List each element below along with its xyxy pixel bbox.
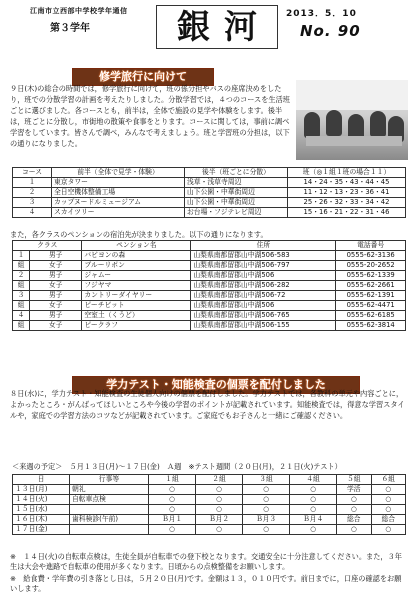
table-cell: ピーチビット <box>82 301 191 311</box>
table-row <box>13 525 406 535</box>
column-header: コース <box>13 168 52 178</box>
table-cell: 山梨県南都留郡山中湖506-72 <box>191 291 336 301</box>
table-cell: ○ <box>149 485 196 495</box>
table-cell: １６日(木) <box>13 515 70 525</box>
table-cell: ○ <box>149 525 196 535</box>
table-cell: ○ <box>196 495 243 505</box>
table-row <box>13 495 406 505</box>
table-cell: カップヌードルミュージアム <box>52 198 185 208</box>
table-cell: ○ <box>371 505 406 515</box>
table-cell: ○ <box>196 525 243 535</box>
section-heading-trip: 修学旅行に向けて <box>72 68 214 86</box>
table-row <box>13 261 406 271</box>
column-header: 前半（全体で見学・体験） <box>52 168 185 178</box>
column-header: ３組 <box>243 475 290 485</box>
table-cell: ３ <box>13 291 30 301</box>
table-cell: ○ <box>290 495 337 505</box>
pension-table <box>12 240 406 331</box>
table-cell: ○ <box>337 505 371 515</box>
table-cell: お台場・フジテレビ周辺 <box>185 208 288 218</box>
column-header: １組 <box>149 475 196 485</box>
course-table <box>12 167 406 218</box>
table-cell: ○ <box>371 495 406 505</box>
table-row <box>13 271 406 281</box>
table-cell: 組 <box>13 321 30 331</box>
table-cell: 組 <box>13 281 30 291</box>
table-cell: ○ <box>243 495 290 505</box>
table-cell: 東京タワー <box>52 178 185 188</box>
table-cell: ○ <box>243 525 290 535</box>
table-cell: 山梨県南都留郡山中湖506 <box>191 301 336 311</box>
section-heading-test: 学力テスト・知能検査の個票を配付しました <box>72 376 360 394</box>
column-header: ４組 <box>290 475 337 485</box>
table-cell: 0555-62-2661 <box>336 281 406 291</box>
table-cell <box>70 525 149 535</box>
table-cell: 空室土（くうど） <box>82 311 191 321</box>
schedule-table <box>12 474 406 535</box>
table-row <box>13 188 406 198</box>
table-header-row <box>13 475 406 485</box>
payment-note: ※ 給食費・学年費の引き落とし日は，５月２０日(月)です。金額は１３，０１０円です。前日までに，口座の確認をお願いします。 <box>10 574 402 593</box>
table-row <box>13 485 406 495</box>
pension-intro: また，各クラスのペンションの宿泊先が決まりました。以下の通りになります。 <box>10 230 268 239</box>
table-row <box>13 321 406 331</box>
table-cell: 男子 <box>30 251 82 261</box>
column-header: 班（◎１組１班の場合１１） <box>288 168 406 178</box>
table-cell: 0555-62-1391 <box>336 291 406 301</box>
table-cell: 山梨県南都留郡山中湖506-282 <box>191 281 336 291</box>
table-cell: １ <box>13 178 52 188</box>
table-cell: 0555-62-3814 <box>336 321 406 331</box>
table-row <box>13 291 406 301</box>
table-cell: 自転車点検 <box>70 495 149 505</box>
school-name: 江南市立西部中学校学年通信 <box>30 7 128 15</box>
table-cell: 0555-62-6185 <box>336 311 406 321</box>
table-cell: ○ <box>196 485 243 495</box>
table-cell: フジヤマ <box>82 281 191 291</box>
table-cell: Ｂ月４ <box>290 515 337 525</box>
table-cell: 15・16・21・22・31・46 <box>288 208 406 218</box>
column-header: 日 <box>13 475 70 485</box>
table-cell: ○ <box>290 485 337 495</box>
table-cell: 山梨県南都留郡山中湖506-765 <box>191 311 336 321</box>
bicycle-note: ※ １４日(火)の自転車点検は，生徒全員が自転車での登下校となります。交通安全に十分注意してください。また，３年生は大会や進路で自転車の使用が多くなります。日頃からの点検整備をお願いします。 <box>10 552 402 571</box>
table-cell: 女子 <box>30 281 82 291</box>
table-cell: ○ <box>243 505 290 515</box>
table-cell: 14・24・35・43・44・45 <box>288 178 406 188</box>
table-cell: 女子 <box>30 261 82 271</box>
table-cell: ○ <box>149 495 196 505</box>
table-cell: ２ <box>13 271 30 281</box>
table-cell: ○ <box>290 525 337 535</box>
table-cell: ピークラフ <box>82 321 191 331</box>
table-row <box>13 301 406 311</box>
grade-label: 第３学年 <box>50 23 90 34</box>
table-cell: Ｂ月２ <box>196 515 243 525</box>
table-cell: Ｂ月３ <box>243 515 290 525</box>
table-cell: 浅草・浅草寺周辺 <box>185 178 288 188</box>
table-cell: 山梨県南都留郡山中湖506 <box>191 271 336 281</box>
column-header: 電話番号 <box>336 241 406 251</box>
table-cell: ４ <box>13 208 52 218</box>
test-paragraph: ８日(水)に，学力テスト・知能検査の生徒個人向けの個票を配付しました。学力テストでは，各教科の単元や内容ごとに，よかったところ・がんばってほしいところや今後の学習のポイントが記載されています。知能検査では，得意な学習スタイルや，家庭での学習方法のコツなどが記載されています。ご家庭でもお子さんと一緒にご確認ください。 <box>10 389 405 420</box>
table-cell: ３ <box>13 198 52 208</box>
title-box <box>156 5 278 49</box>
table-cell: 男子 <box>30 271 82 281</box>
column-header: ５組 <box>337 475 371 485</box>
table-cell: 男子 <box>30 291 82 301</box>
header-left <box>30 6 150 34</box>
table-cell: ４ <box>13 311 30 321</box>
table-cell: ○ <box>337 525 371 535</box>
table-cell: 総合 <box>371 515 406 525</box>
table-cell: １４日(火) <box>13 495 70 505</box>
table-cell: Ｂ月１ <box>149 515 196 525</box>
table-cell: ○ <box>337 495 371 505</box>
table-cell: ○ <box>243 485 290 495</box>
column-header: 後半（班ごとに分散） <box>185 168 288 178</box>
table-cell: 組 <box>13 301 30 311</box>
table-cell: ○ <box>371 485 406 495</box>
table-cell: １７日(金) <box>13 525 70 535</box>
table-cell: 総合 <box>337 515 371 525</box>
table-cell: ブルーリボン <box>82 261 191 271</box>
table-cell: 組 <box>13 261 30 271</box>
table-cell: バビヨンの森 <box>82 251 191 261</box>
table-cell: 0555-62-3136 <box>336 251 406 261</box>
table-cell: 山梨県南都留郡山中湖506-797 <box>191 261 336 271</box>
class-photo <box>296 80 408 160</box>
column-header: クラス <box>13 241 82 251</box>
table-cell: 女子 <box>30 301 82 311</box>
table-cell: ○ <box>196 505 243 515</box>
table-cell: 0555-62-1339 <box>336 271 406 281</box>
table-cell <box>70 505 149 515</box>
table-cell: 25・26・32・33・34・42 <box>288 198 406 208</box>
table-cell: ○ <box>290 505 337 515</box>
issue-number: No. 90 <box>300 22 361 40</box>
table-cell: 山下公園・中華街周辺 <box>185 188 288 198</box>
table-cell: ○ <box>371 525 406 535</box>
newsletter-title: 銀河 <box>177 7 271 46</box>
table-header-row <box>13 241 406 251</box>
table-row <box>13 208 406 218</box>
table-row <box>13 311 406 321</box>
table-cell: 男子 <box>30 311 82 321</box>
table-cell: 山梨県南都留郡山中湖506-583 <box>191 251 336 261</box>
trip-paragraph: ９日(木)の総合の時間では，修学旅行に向けて，班の係分担やバスの座席決めをしたり，班での分散学習の計画を考えたりしました。分散学習では，４つのコースを生活班ごとに選びました。各コースとも，前半は，全体で施設の見学や体験をします。後半は，班ごとに分散し，市街地の散策や食事をとります。コースに関しては，事前に調べ学習をしています。皆さんで調べ，みんなで考えましょう。班と学習班の分担は，以下の通りになりました。 <box>10 84 290 148</box>
table-cell: 朝礼 <box>70 485 149 495</box>
table-row <box>13 178 406 188</box>
table-row <box>13 505 406 515</box>
column-header: ２組 <box>196 475 243 485</box>
table-cell: ジャムー <box>82 271 191 281</box>
table-cell: 歯科検診(午前) <box>70 515 149 525</box>
table-cell: 山梨県南都留郡山中湖506-155 <box>191 321 336 331</box>
schedule-caption: ＜来週の予定＞ ５月１３日(月)～１７日(金) Ａ週 ※テスト週間（２０日(月)，２１日(火)テスト） <box>12 462 342 471</box>
table-row <box>13 251 406 261</box>
table-row <box>13 198 406 208</box>
table-cell: 学活 <box>337 485 371 495</box>
table-row <box>13 515 406 525</box>
table-cell: 11・12・13・23・36・41 <box>288 188 406 198</box>
table-cell: ○ <box>149 505 196 515</box>
issue-date: 2013．5．10 <box>286 9 357 19</box>
column-header: ペンション名 <box>82 241 191 251</box>
table-cell: 0555-20-2652 <box>336 261 406 271</box>
column-header: 行事等 <box>70 475 149 485</box>
table-cell: 0555-62-4471 <box>336 301 406 311</box>
table-cell: 山下公園・中華街周辺 <box>185 198 288 208</box>
table-cell: スカイツリー <box>52 208 185 218</box>
table-cell: 女子 <box>30 321 82 331</box>
table-cell: １３日(月) <box>13 485 70 495</box>
table-header-row <box>13 168 406 178</box>
table-cell: １ <box>13 251 30 261</box>
column-header: 住所 <box>191 241 336 251</box>
column-header: ６組 <box>371 475 406 485</box>
table-cell: １５日(水) <box>13 505 70 515</box>
table-cell: カントリーダイヤリー <box>82 291 191 301</box>
table-row <box>13 281 406 291</box>
table-cell: 全日空機体整備工場 <box>52 188 185 198</box>
table-cell: ２ <box>13 188 52 198</box>
